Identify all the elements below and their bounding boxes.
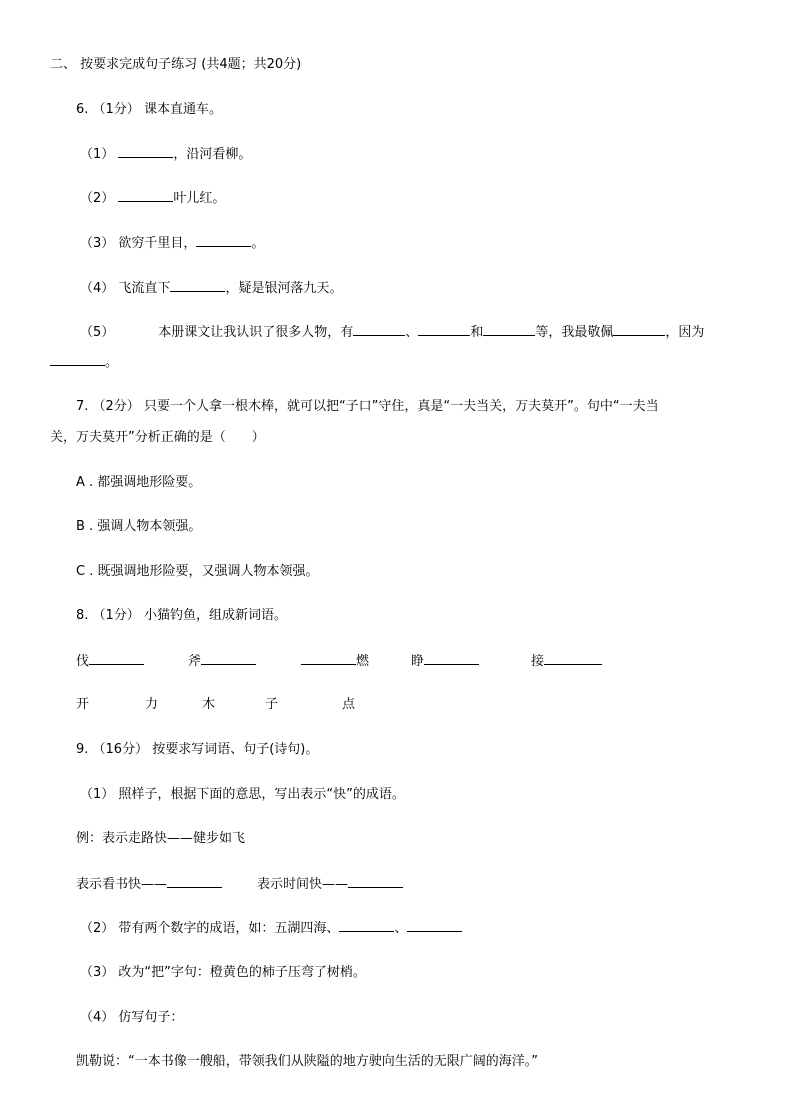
q7-option-c[interactable]: C . 既强调地形险要，又强调人物本领强。 [76,564,319,579]
q8-row2-5: 点 [342,697,356,712]
blank[interactable] [201,652,256,665]
q6-item-1 [80,145,251,164]
q9-p2 [80,919,462,938]
q7-option-a[interactable]: A . 都强调地形险要。 [76,475,202,490]
q9-fill-b-label: 表示时间快—— [257,877,349,892]
q6-item-1-num: （1） [80,147,115,162]
q8-row1-4 [411,652,479,671]
q9-example: 例：表示走路快——健步如飞 [76,831,246,846]
q9-p1: （1） 照样子，根据下面的意思，写出表示“快”的成语。 [80,787,405,802]
q8-row2-2: 力 [145,697,159,712]
q6-stem: 6. （1分） 课本直通车。 [76,102,222,117]
q6-item-2 [80,189,225,208]
q8-row1-5 [531,652,602,671]
q9-quote: 凯勒说：“一本书像一艘船，带领我们从陕隘的地方驶向生活的无限广阔的海洋。” [76,1054,538,1069]
q8-row2-4: 子 [265,697,279,712]
q6-item-4 [80,279,342,298]
q8-stem: 8. （1分） 小猫钓鱼，组成新词语。 [76,608,287,623]
q6-item-5-sep1: 、 [405,325,419,340]
blank[interactable] [483,323,535,336]
q7-option-b[interactable]: B . 强调人物本领强。 [76,519,202,534]
q6-item-5 [80,323,704,342]
q9-p3: （3） 改为“把”字句：橙黄色的柿子压弯了树梢。 [80,965,366,980]
q6-item-5-end: 。 [105,355,119,370]
blank[interactable] [196,234,251,247]
q6-item-5-cont [50,353,118,372]
q6-item-5-sep2: 和 [470,325,484,340]
q8-row1-2 [188,652,256,671]
q9-fill-a [76,875,222,894]
q7-line2: 关，万夫莫开”分析正确的是（ ） [50,430,265,445]
q8-char: 睁 [411,654,425,669]
blank[interactable] [424,652,479,665]
q6-item-5-text3: ，因为 [665,325,705,340]
q6-item-3-before: 欲穷千里目， [118,236,197,251]
blank[interactable] [170,279,225,292]
q8-row1-1 [76,652,144,671]
blank[interactable] [118,189,173,202]
blank[interactable] [348,875,403,888]
blank[interactable] [167,875,222,888]
q9-fill-b [257,875,403,894]
blank[interactable] [418,323,470,336]
blank[interactable] [118,145,173,158]
q9-p2-text: （2） 带有两个数字的成语，如：五湖四海、 [80,921,340,936]
q8-row2-1: 开 [76,697,90,712]
q9-p4: （4） 仿写句子： [80,1010,184,1025]
q7-line1: 7. （2分） 只要一个人拿一根木棒，就可以把“子口”守住，真是“一夫当关，万夫莫开”。句中“一夫当 [76,399,659,414]
q8-char: 燃 [356,654,370,669]
q9-p2-sep: 、 [394,921,408,936]
blank[interactable] [50,353,105,366]
q6-item-4-after: ，疑是银河落九天。 [225,281,343,296]
q8-char: 接 [531,654,545,669]
q8-char: 斧 [188,654,202,669]
blank[interactable] [353,323,405,336]
blank[interactable] [339,919,394,932]
q6-item-1-text: ，沿河看柳。 [173,147,252,162]
q6-item-4-num: （4） [80,281,115,296]
blank[interactable] [89,652,144,665]
q8-row2-3: 木 [202,697,216,712]
blank[interactable] [613,323,665,336]
q6-item-2-num: （2） [80,191,115,206]
q6-item-3 [80,234,264,253]
q6-item-5-text2: 等，我最敬佩 [535,325,614,340]
section-title: 二、 按要求完成句子练习 (共4题；共20分) [50,57,302,72]
q9-fill-a-label: 表示看书快—— [76,877,168,892]
q6-item-3-after: 。 [251,236,265,251]
blank[interactable] [407,919,462,932]
q6-item-3-num: （3） [80,236,115,251]
blank[interactable] [301,652,356,665]
q8-row1-3 [301,652,369,671]
q6-item-5-num: （5） [80,325,115,340]
blank[interactable] [544,652,602,665]
q9-stem: 9. （16分） 按要求写词语、句子(诗句)。 [76,742,319,757]
q6-item-4-before: 飞流直下 [118,281,171,296]
q6-item-5-text1: 本册课文让我认识了很多人物，有 [158,325,354,340]
q6-item-2-text: 叶儿红。 [173,191,226,206]
q8-char: 伐 [76,654,90,669]
